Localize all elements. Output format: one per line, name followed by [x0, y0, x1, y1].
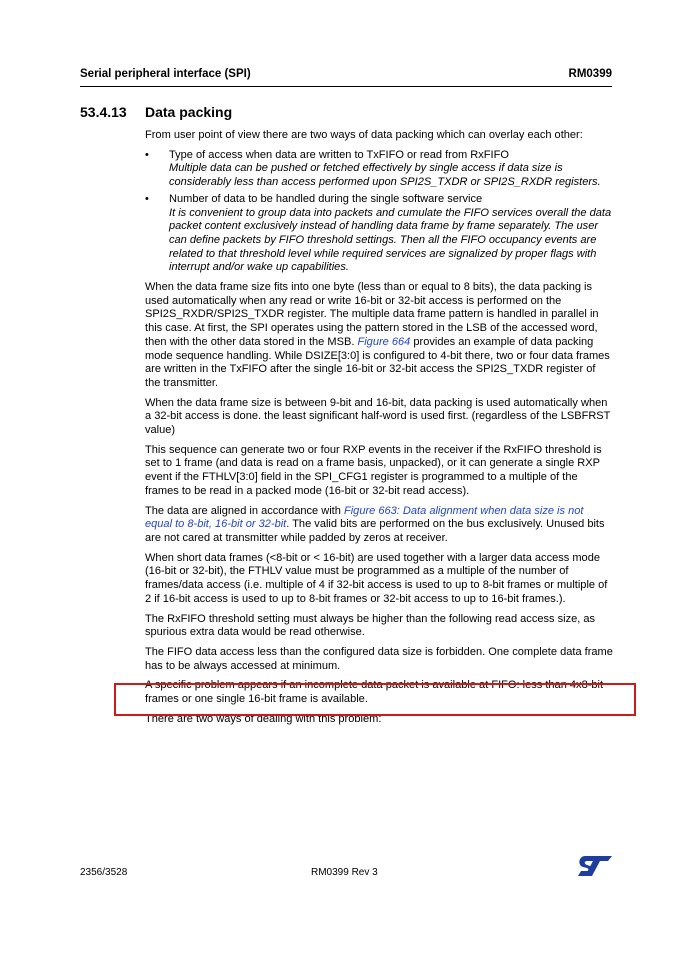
bullet-list [145, 149, 613, 275]
figure-663-link[interactable]: Figure 663: Data alignment when data size is not equal to 8-bit, 16-bit or 32-bit [145, 504, 584, 531]
body-text [145, 129, 613, 732]
section-title: Data packing [145, 104, 233, 120]
paragraph-rxp-events: This sequence can generate two or four RXP events in the receiver if the RxFIFO threshold is set to 1 frame (and data is read on a frame basis, unpacked), or it can generate a single RXP event if the FTHLV[3:0] field in the SPI_CFG1 register is programmed to a multiple of the frames to be read in a packed mode (16-bit or 32-bit read access). [145, 443, 602, 497]
header-doc-id: RM0399 [568, 68, 612, 80]
paragraph-two-ways: There are two ways of dealing with this problem: [145, 712, 382, 725]
bullet-sub-text: It is convenient to group data into packets and cumulate the FIFO services overall the data packet content exclusively instead of handling data frame by frame separately. The user can define packets by FIFO threshold settings. Then all the FIFO occupancy events are related to that threshold level while required services are signalized by proper flags with interrupt and/or wake up capabilities. [169, 206, 612, 274]
header-divider [80, 86, 612, 87]
list-item [145, 193, 613, 275]
header-title: Serial peripheral interface (SPI) [80, 68, 251, 80]
st-logo-icon [577, 855, 613, 877]
bullet-main-text: Type of access when data are written to TxFIFO or read from RxFIFO [169, 148, 509, 161]
paragraph-threshold: The RxFIFO threshold setting must always be higher than the following read access size, as spurious extra data would be read otherwise. [145, 612, 596, 639]
bullet-main-text: Number of data to be handled during the single software service [169, 192, 483, 205]
paragraph-alignment: The data are aligned in accordance with Figure 663: Data alignment when data size is not equal to 8-bit, 16-bit or 32-bit. The valid bits are performed on the bus exclusively. Unused bits are not cared at transmitter while padded by zeros at receiver. [145, 504, 605, 544]
bullet-sub-text: Multiple data can be pushed or fetched effectively by single access if data size is considerably less than access performed upon SPI2S_TXDR or SPI2S_RXDR registers. [169, 162, 601, 189]
section-number: 53.4.13 [80, 104, 127, 120]
footer-page-number: 2356/3528 [80, 867, 128, 878]
paragraph-packing-bytes: When the data frame size fits into one byte (less than or equal to 8 bits), the data packing is used automatically when any read or write 16-bit or 32-bit access is performed on the SPI2S_RXDR/SPI2S_TXDR register. The multiple data frame pattern is handled in parallel in this case. At first, the SPI operates using the pattern stored in the LSB of the accessed word, then with the other data stored in the MSB. Figure 664 provides an example of data packing mode sequence handling. While DSIZE[3:0] is configured to 4-bit there, two or four data frames are written in the TxFIFO after the single 16-bit or 32-bit access the SPI2S_TXDR register of the transmitter. [145, 281, 610, 389]
paragraph-forbidden-access: The FIFO data access less than the configured data size is forbidden. One complete data frame has to be always accessed at minimum. [145, 645, 613, 672]
list-item [145, 149, 613, 190]
bullet-icon: • [145, 148, 149, 161]
paragraph-incomplete-packet: A specific problem appears if an incomplete data packet is available at FIFO: less than 4x8-bit frames or one single 16-bit frame is available. [145, 679, 604, 706]
paragraph-short-frames: When short data frames (<8-bit or < 16-bit) are used together with a larger data access mode (16-bit or 32-bit), the FTHLV value must be programmed as a multiple of the number of frames/data access (i.e. multiple of 4 if 32-bit access is used to up to 8-bit frames or multiple of 2 if 16-bit access is used to up to 8-bit frames or 32-bit access to up to 16-bit frames.). [145, 551, 608, 605]
bullet-icon: • [145, 192, 149, 205]
footer-revision: RM0399 Rev 3 [311, 867, 378, 878]
intro-paragraph: From user point of view there are two ways of data packing which can overlay each other: [145, 129, 583, 141]
paragraph-packing-halfword: When the data frame size is between 9-bit and 16-bit, data packing is used automatically when a 32-bit access is done. the least significant half-word is used first. (regardless of the LSBFRST value) [145, 396, 611, 437]
figure-664-link[interactable]: Figure 664 [357, 335, 411, 348]
highlight-box [114, 683, 636, 716]
